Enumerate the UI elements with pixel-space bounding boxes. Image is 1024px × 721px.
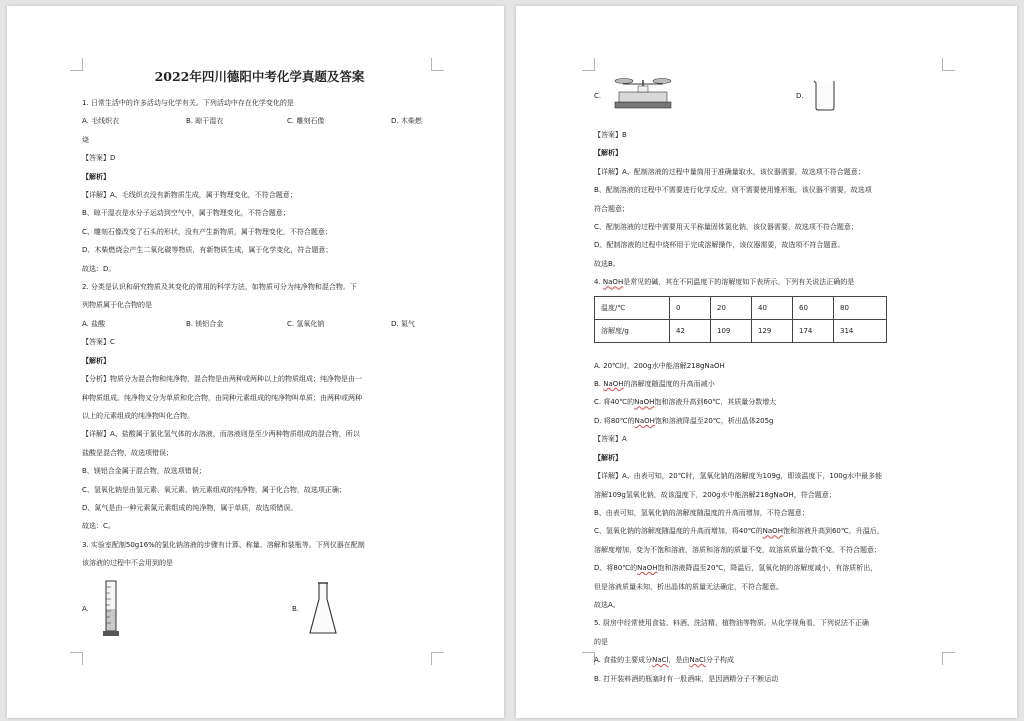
q4-analysis-heading: 【解析】	[594, 453, 622, 462]
q2-detail-line: B、镁铝合金属于混合物，故选项错误；	[82, 467, 206, 476]
q4-option-b	[594, 375, 939, 393]
beaker-icon	[812, 78, 838, 112]
q4-answer: 【答案】A	[594, 435, 627, 444]
conical-flask-icon	[308, 581, 338, 637]
q2-option-d: D. 氮气	[391, 319, 415, 328]
q3-detail-line: B、配制溶液的过程中不需要进行化学反应，则不需要使用锥形瓶，该仪器不需要，故选项	[594, 186, 872, 195]
q4-option-b-formula: NaOH	[603, 380, 624, 389]
crop-mark	[582, 58, 595, 71]
q4-option-c-prefix: C. 将40℃的	[594, 398, 635, 407]
solubility-table	[594, 296, 887, 343]
q4-option-d-rest: 饱和溶液降温至20℃，析出晶体205g	[654, 416, 774, 425]
q1-detail-line: D、木柴燃烧会产生二氧化碳等物质，有新物质生成，属于化学变化，符合题意；	[82, 246, 333, 255]
q1-conclusion: 故选：D。	[82, 264, 116, 273]
q5-stem-line: 5. 厨房中经常使用食盐、料酒、洗洁精、植物油等物质。从化学视角看，下列说法不正确	[594, 619, 869, 628]
q4-option-d-prefix: D. 将80℃的	[594, 416, 635, 425]
table-cell: 42	[670, 319, 711, 342]
table-cell: 40	[752, 296, 793, 319]
q3-conclusion: 故选B。	[594, 259, 620, 268]
document-page-left	[7, 6, 504, 718]
q1-detail-line: C、雕刻石像改变了石头的形状，没有产生新物质，属于物理变化，不符合题意；	[82, 227, 332, 236]
q4-option-c	[594, 393, 939, 411]
q1-option-d: D. 木柴燃	[391, 117, 422, 126]
q2-stem-line: 2. 分类是认识和研究物质及其变化的常用的科学方法，如物质可分为纯净物和混合物。下	[82, 283, 357, 292]
q3-stem-line: 该溶液的过程中不会用到的是	[82, 559, 173, 568]
table-cell: 溶解度/g	[595, 319, 670, 342]
q5-option-a-mid: ，是由	[668, 656, 690, 665]
q4-stem-prefix: 4.	[594, 278, 603, 287]
q2-detail-line: 【详解】A、盐酸属于氯化氢气体的水溶液，而溶液则是至少两种物质组成的混合物，所以	[82, 430, 360, 439]
q4-stem	[594, 273, 939, 291]
q4-stem-rest: 是常见的碱，其在不同温度下的溶解度如下表所示。下列有关说法正确的是	[623, 278, 855, 287]
q2-option-c: C. 氢氧化钠	[287, 319, 325, 328]
q1-option-c: C. 雕刻石像	[287, 117, 325, 126]
page-left-content	[82, 68, 437, 645]
q4-option-b-prefix: B.	[594, 380, 604, 389]
q1-detail-line: 【详解】A、毛线织衣没有新物质生成，属于物理变化，不符合题意；	[82, 191, 297, 200]
q3-detail-line: D、配制溶液的过程中烧杯用于完成溶解操作，该仪器需要，故选项不符合题意。	[594, 241, 845, 250]
q1-analysis-heading: 【解析】	[82, 172, 110, 181]
table-cell: 温度/℃	[595, 296, 670, 319]
q4-detail-line: 溶解度增加，变为不饱和溶液，溶质和溶剂的质量不变，故溶质质量分数不变，不符合题意；	[594, 545, 881, 554]
document-page-right	[516, 6, 1017, 718]
crop-mark	[942, 652, 955, 665]
q3-detail-line: 【详解】A、配制溶液的过程中量筒用于准确量取水，该仪器需要，故选项不符合题意；	[594, 167, 865, 176]
q4-option-a: A. 20℃时，200g水中能溶解218gNaOH	[594, 361, 725, 370]
q3-analysis-heading: 【解析】	[594, 149, 622, 158]
q1-detail-line: B、晾干湿衣是水分子运动到空气中，属于物理变化，不符合题意；	[82, 209, 290, 218]
table-row	[595, 319, 887, 342]
q2-analysis-heading: 【解析】	[82, 356, 110, 365]
q1-option-a: A. 毛线织衣	[82, 117, 120, 126]
q5-stem-line: 的是	[594, 637, 608, 646]
table-cell: 314	[834, 319, 887, 342]
q3-detail-line: C、配制溶液的过程中需要用天平称量固体氯化钠，该仪器需要，故选项不符合题意；	[594, 223, 858, 232]
q4-detail-4-prefix: C、氢氧化钠的溶解度随温度的升高而增加，将40℃的	[594, 527, 763, 536]
q3-label-a: A.	[82, 604, 89, 613]
q4-detail-4-rest: 饱和溶液升高到60℃，升温后，	[782, 527, 884, 536]
q2-option-b: B. 镁铝合金	[186, 319, 224, 328]
q1-option-b: B. 晾干湿衣	[186, 117, 224, 126]
page-right-content	[594, 126, 939, 688]
table-cell: 0	[670, 296, 711, 319]
q2-fenxi-line: 以上的元素组成的纯净物叫化合物。	[82, 411, 194, 420]
crop-mark	[431, 652, 444, 665]
q1-option-d-wrap: 烧	[82, 135, 89, 144]
q2-option-a: A. 盐酸	[82, 319, 106, 328]
q3-label-c: C.	[594, 92, 602, 100]
table-cell: 109	[711, 319, 752, 342]
q4-option-c-formula: NaOH	[634, 398, 655, 407]
q1-options	[82, 112, 437, 130]
q2-detail-line: D、氮气是由一种元素氮元素组成的纯净物，属于单质，故选项错误。	[82, 503, 298, 512]
q4-detail-line	[594, 522, 939, 540]
crop-mark	[70, 652, 83, 665]
q4-detail-line: 但是溶液质量未知，析出晶体的质量无法确定，不符合题意。	[594, 582, 783, 591]
q4-detail-4-formula: NaOH	[762, 527, 783, 536]
table-cell: 60	[793, 296, 834, 319]
q1-stem: 1. 日常生活中的许多活动与化学有关。下列活动中存在化学变化的是	[82, 99, 294, 107]
q3-label-d: D.	[796, 92, 804, 100]
crop-mark	[942, 58, 955, 71]
table-cell: 129	[752, 319, 793, 342]
q4-detail-line: B、由表可知，氢氧化钠的溶解度随温度的升高而增加，不符合题意；	[594, 508, 809, 517]
q5-option-a	[594, 651, 939, 669]
q4-detail-line: 【详解】A、由表可知，20℃时，氢氧化钠的溶解度为109g，即该温度下，100g水中最多能	[594, 472, 883, 481]
q5-option-a-prefix: A. 食盐的主要成分	[594, 656, 653, 665]
q5-option-b: B. 打开装料酒的瓶塞时有一股酒味，是因酒精分子不断运动	[594, 674, 779, 683]
q4-stem-formula: NaOH	[602, 278, 624, 287]
q3-stem-line: 3. 实验室配制50g16%的氯化钠溶液的步骤有计算、称量、溶解和装瓶等。下列仪器在配制	[82, 540, 365, 549]
table-cell: 174	[793, 319, 834, 342]
q4-option-b-rest: 的溶解度随温度的升高而减小	[623, 380, 715, 389]
q2-options	[82, 315, 437, 333]
q3-detail-line: 符合题意；	[594, 204, 629, 213]
q2-fenxi-line: 种物质组成。纯净物又分为单质和化合物，由同种元素组成的纯净物叫单质；由两种或两种	[82, 393, 362, 402]
q5-option-a-formula: NaCl	[689, 656, 706, 665]
q3-label-b: B.	[292, 604, 300, 613]
graduated-cylinder-icon	[102, 579, 122, 639]
q3-answer: 【答案】B	[594, 131, 627, 139]
q5-option-a-rest: 分子构成	[705, 656, 734, 665]
q4-conclusion: 故选A。	[594, 600, 620, 609]
q4-detail-6-prefix: D、将80℃的	[594, 564, 638, 573]
q4-option-d	[594, 412, 939, 430]
q3-figures-ab	[82, 573, 437, 645]
q1-answer: 【答案】D	[82, 154, 116, 163]
document-title: 2022年四川德阳中考化学真题及答案	[154, 69, 365, 84]
table-cell: 20	[711, 296, 752, 319]
q2-detail-line: C、氢氧化钠是由氢元素、氧元素、钠元素组成的纯净物，属于化合物，故选项正确；	[82, 485, 346, 494]
q2-answer: 【答案】C	[82, 338, 115, 347]
q4-option-c-rest: 饱和溶液升高到60℃，其质量分数增大	[654, 398, 777, 407]
table-row	[595, 296, 887, 319]
q2-stem-line: 列物质属于化合物的是	[82, 301, 152, 310]
q4-option-d-formula: NaOH	[634, 416, 655, 425]
q4-detail-line: 溶解109g氢氧化钠，故该温度下，200g水中能溶解218gNaOH，符合题意；	[594, 490, 836, 499]
q2-conclusion: 故选：C。	[82, 522, 115, 531]
q2-fenxi-line: 【分析】物质分为混合物和纯净物，混合物是由两种或两种以上的物质组成；纯净物是由一	[82, 375, 362, 384]
q2-detail-line: 盐酸是混合物，故选项错误；	[82, 448, 173, 457]
table-cell: 80	[834, 296, 887, 319]
q4-detail-6-rest: 饱和溶液降温至20℃，降温后，氢氧化钠的溶解度减小，有溶质析出，	[657, 564, 878, 573]
q4-detail-line	[594, 559, 939, 577]
balance-scale-icon	[611, 70, 675, 110]
q4-detail-6-formula: NaOH	[637, 564, 658, 573]
q5-option-a-formula: NaCl	[652, 656, 669, 665]
